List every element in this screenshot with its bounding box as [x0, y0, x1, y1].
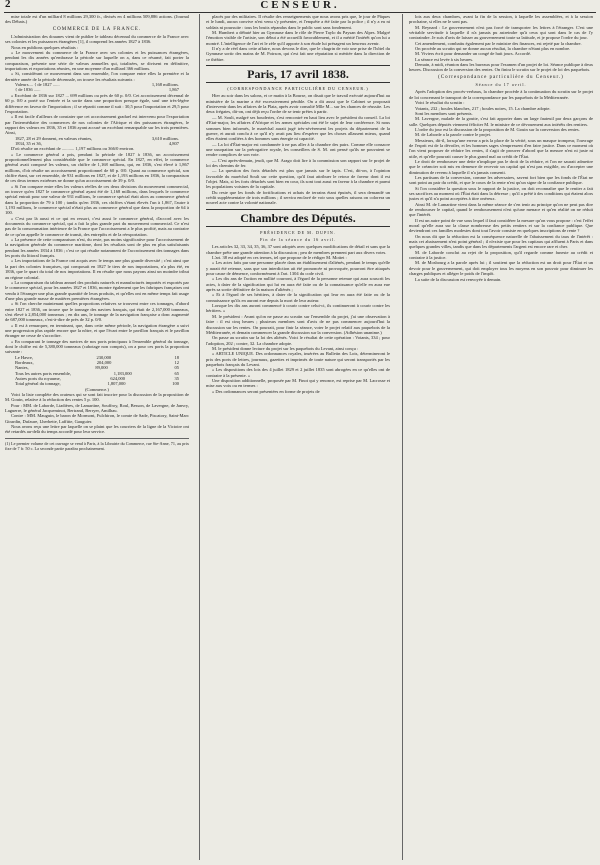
row-label: Le Havre,: [15, 354, 33, 360]
paragraph: placés par des militaires. Il résulte des renseignements que nous avons pris que, le jour de Pâques et le lundi, aucun convive n'est venu s'y présenter, et l'enquête a été faite par la police ; il n'y a eu ni soldats ni poursuite : tous les bruits répandus dans le public sont sans fondement.: [206, 14, 390, 30]
paragraph: — C'est après-demain, jeudi, que M. Arago doit lire à la commission son rapport sur le projet de loi des chemins de fer.: [206, 157, 390, 168]
paragraph: Voici la liste complète des orateurs qui se sont fait inscrire pour la discussion de la proposition de M. Gouin, relative à la réduction des rentes 5 p. 100.: [5, 392, 189, 403]
paragraph: Voici le résultat du scrutin :: [415, 100, 465, 106]
paragraph: M. le président : Avant qu'on ne passe au scrutin sur l'ensemble du projet, j'ai une observation à faire : il est cinq heures ; plusieurs membres sont d'avis de ne pas commencer aujourd'hui la discussion sur les rentes. On pourrait, pour finir la séance, voter le projet relatif aux paquebots de la Méditerranée, et demain commencer la grande discussion sur la conversion. (Adhésion unanime.): [206, 313, 390, 335]
row-pct: 18: [174, 354, 179, 360]
row-value: 230,000: [96, 354, 112, 360]
paragraph: L'administration des douanes vient de publier le tableau décennal du commerce de la France avec ses colonies et les puissances étrangères [1], il comprend les années 1827 à 1836.: [5, 34, 189, 45]
row-value: 204,000: [96, 360, 112, 365]
paragraph: « Le commerce général a pris, pendant la période de 1827 à 1836, un accroissement proportionnellement plus considérable que le commerce spécial. En 1827, en effet, le commerce général avait composé les valeurs, un chiffre de 1,168 millions, qui, en 1836, s'est élevé à 1,867 millions, d'où résulte un accroissement proportionnel de 60 p. 0/0. Quant au commerce spécial, son chiffre étant, sur cet ensemble, de 931 millions en 1827, et de 1,193 millions en 1836, la comparaison de ces deux termes extrêmes ne donne qu'un accroissement de 39 p. 0/0.: [5, 151, 189, 184]
paragraph: « Excédant de 1836 sur 1827 ... 699 millions ou près de 60 p. 0/0. Cet accroissement décennal de 60 p. 0/0 a porté sur l'entrée et la sortie dans une proportion presque égale, sauf une très-légère différence en faveur de l'importation ; il se répartit comme il suit : 30,5 pour l'importation et 29,5 pour l'exportation.: [5, 92, 189, 114]
paragraph: Il est un autre point de vue sous lequel il faut considérer la mesure qu'on vous propose : c'est l'effet moral qu'elle aura sur la classe nombreuse des petits rentiers et sur la confiance publique. Que deviendront ces familles modestes dont tout l'avoir consiste en quelques inscriptions de rente ?: [409, 217, 593, 234]
paragraph: lois aux deux chambres, avant la fin de la session, à laquelle les assemblées, et à la session prochaine, si elles ne le sont pas.: [409, 14, 593, 25]
column-divider: [199, 14, 200, 860]
row-value: 624,000: [110, 376, 125, 382]
paragraph: Hier au soir dans les salons, et ce matin à la Bourse, on disait que le travail exécuté aujourd'hui au ministère de la marine a été excessivement pénible. On a dit aussi que le Cabinet se proposait d'intervenir dans les affaires de la Plata, après avoir consulté Mlle M... sur les chances de réussite. Les deux frégates, dit-on, ont déjà reçu l'ordre de se tenir prêtes à partir.: [206, 93, 390, 115]
paragraph: Ainsi M. de Lamartine vient dans la même séance de s'en tenir au principe qu'on ne peut pas dire de rembourser le capital, quand le remboursement n'est qu'une menace et qu'en réalité on ne réduit que l'intérêt.: [409, 201, 593, 218]
paragraph: Le droit de rembourser une dette n'implique pas le droit de la réduire, et l'on ne saurait admettre que le créancier soit mis en demeure de recevoir un capital qui n'est pas exigible, ou d'accepter une diminution de revenu à laquelle il n'a jamais consenti.: [409, 158, 593, 175]
paragraph: « Si l'on cherche maintenant quelles proportions relatives se trouvent entre ces tonnages, d'abord entre 1827 et 1836, on trouve que le tonnage des navires français, qui était de 2,167,000 tonneaux, s'est élevé à 2,854,000 tonneaux ; en dix ans, le tonnage de la navigation française a donc augmenté de 687,000 tonneaux, c'est-à-dire de près de 32 p. 0/0.: [5, 301, 189, 323]
paragraph: La séance est levée à six heures.: [415, 56, 474, 62]
page-number: 2: [5, 0, 11, 10]
paragraph: D'où résulte un excédant de ........... 1,197 millions ou 366/0 environ.: [11, 146, 135, 152]
paragraph: L'art. 38 est adopté en ces termes, tel que propose de le rédiger M. Mottet :: [212, 255, 347, 261]
journal-title: CENSEUR.: [260, 0, 340, 11]
paragraph: — La loi d'État-major est condamnée à ne pas aller à la chambre des pairs. Comme elle consacre une usurpation sur la prérogative royale, les conseillers de S. M. ont pensé qu'ils ne pouvaient se rendre complices de son vote.: [206, 141, 390, 158]
paragraph: « La comparaison du tableau annuel des produits naturels et manufacturés importés et exportés par le commerce spécial, pour les années 1827 et 1836, montre également que les fabriques françaises ont vendu à l'étranger une plus grande quantité de leurs produits, et qu'elles ont en même temps fait usage d'une plus grande masse de matières premières étrangères.: [5, 279, 189, 301]
paragraph: Messieurs, dit-il, lorsqu'une erreur a pris la place de la vérité, sous un masque trompeur, l'ouvrage de l'esprit est de la dévoiler, et les hommes sages s'empressent d'en faire justice. Dans ce moment où l'on vient proposer de réduire les rentes, il s'agit de prouver d'abord que la mesure n'est ni juste ni utile, et qu'elle pourrait causer le plus grand mal au crédit de l'État.: [409, 137, 593, 159]
row-pct: 35: [174, 376, 179, 382]
section-subheading: PRÉSIDENCE DE M. DUPIN.: [260, 229, 336, 235]
paragraph: Du reste que les fonds de fortifications et achats de terrains étant épuisés, il sera demandé un crédit supplémentaire de trois millions ; il servira enclavé de voir sous quelles raisons on colorera un nouvel acte contre la volonté nationale.: [206, 189, 390, 206]
paragraph: Il n'y a de réel dans cette affaire, nous devons le dire, que le chagrin de voir une prise de l'hôtel du Gymnase sortir des mains de M. Poirson, qui s'est fait une réputation si méritée dans la direction de ce théâtre.: [206, 46, 390, 62]
paragraph: M. de Laborde conclut au rejet de la proposition, qu'il regarde comme funeste au crédit et contraire à la justice.: [409, 249, 593, 261]
paragraph: « La présence de cette comparaison n'est, du reste, pas moins significative pour l'accroissement de la navigation générale du commerce maritime, dont les résultats sont de plus en plus satisfaisants pendant les années 1834 à 1836 ; c'est ce qui résulte notamment de l'accroissement des tonnages dans les ports du littoral français.: [5, 237, 189, 259]
column-middle: [206, 14, 390, 860]
row-label: Valeurs.... { de 1827 ......: [15, 82, 60, 88]
paragraph: Si l'on considère la question sous le rapport de la justice, on doit reconnaître que le rentier a fait ses sacrifices au moment où l'État était dans la détresse ; qu'il a prêté à des conditions qui étaient alors justes et qu'il n'a point acceptées à titre onéreux.: [409, 185, 593, 202]
paragraph: — La question des forts détachés est plus que jamais sur le tapis. C'est, dit-on, à l'opinion favorable du maréchal Soult sur cette question, qu'il faut attribuer le retour de faveur dont il est l'objet. Mais, si les forts détachés sont bien en cour, ils sont tout aussi en faveur à la chambre et parmi les populations voisines de la capitale.: [206, 168, 390, 190]
masthead-rule: [4, 12, 596, 13]
paragraph: Nous en publions quelques résultats :: [11, 44, 79, 50]
row-label: Autres ports du royaume,: [15, 376, 61, 382]
paragraph: On procède au scrutin qui ne donne aucun résultat, la chambre n'étant plus en nombre.: [415, 46, 571, 52]
row-pct: 100: [172, 381, 179, 387]
article-signature: (Commerce.): [85, 386, 109, 392]
paragraph: Les articles 32, 33, 34, 35, 36, 37 sont adoptés avec quelques modifications de détail et sans que la chambre prête une grande attention à la discussion ; peu de membres prennent part aux divers votes.: [206, 244, 390, 255]
paragraph: « Il est facile d'ailleurs de constater que cet accroissement graduel est intervenu pour l'exportation par l'intermédiaire des commerces de nos colonies de l'Afrique et des puissances étrangères, le rapport des valeurs en 1836, 35 et 1836 ayant accusé un excédant remarquable sur les trois premières. Ainsi,: [5, 114, 189, 136]
row-value: 1,807,000: [107, 381, 126, 387]
row-value: 1,867: [168, 87, 179, 93]
paragraph: M. Reynard : Le gouvernement n'est pas forcé de transporter les lettres à l'étranger. C'est une véritable servitude à laquelle il n'a jamais pu astreindre qu'à ceux qui sont dans le cas de l'y contraindre. Je suis d'avis de laisser au gouvernement toute sa latitude, et je propose l'ordre du jour.: [409, 24, 593, 41]
paragraph: « Les actes faits par une personne placée dans un établissement d'aliénés, pendant le temps qu'elle y aurait été retenue, sans que son interdiction ait été prononcée ni provoquée, pourront être attaqués pour cause de démence, conformément à l'art. 1304 du code civil.: [206, 260, 390, 277]
paragraph: M. de Mosbourg a la parole après lui ; il soutient que la réduction est un droit pour l'État et un devoir pour le gouvernement, qui doit employer tous les moyens en son pouvoir pour diminuer les charges publiques et alléger le poids de l'impôt.: [409, 260, 593, 277]
paragraph: M. Viviers écrit pour demander un congé de huit jours. Accordé.: [415, 51, 531, 57]
paragraph: Sont les membres sont présents.: [415, 110, 473, 116]
row-value: 89,000: [95, 365, 108, 371]
paragraph: « Il est à remarquer, en terminant, que, dans cette même période, la navigation étrangère a suivi une progression plus rapide encore que la nôtre, et que l'écart entre le pavillon français et le pavillon étranger ne cesse de s'accroître.: [5, 322, 189, 339]
paragraph: « Les importations de la France ont acquis avec le temps une plus grande diversité ; c'est ainsi que la part des colonies françaises, qui composait en 1827 le tiers de nos importations, n'a plus été, en 1836, que le quart du total de nos importations. Il en résulte que nous payons ainsi un moindre tribut au régime colonial.: [5, 258, 189, 280]
section-heading: COMMERCE DE LA FRANCE.: [52, 26, 142, 32]
chamber-heading: Chambre des Députés.: [206, 209, 390, 227]
row-label: Nantes,: [15, 365, 29, 371]
paragraph: Une disposition additionnelle, proposée par M. Finot qui y renonce, est reprise par M. Lacrosse et mise aux voix ou en termes :: [206, 377, 390, 389]
paragraph: Les partisans de la conversion, comme les adversaires, savent fort bien que les fonds de l'État ne sont point au pair du crédit, et que le cours de la rente n'est qu'un signe de la confiance publique.: [409, 174, 593, 186]
footnote: (1) Le premier volume de cet ouvrage se vend à Paris, à la Librairie du Commerce, rue Ste-Anne, 71, au prix fixe de 7 fr. 50 c. La seconde partie paraîtra prochainement.: [5, 438, 189, 452]
paragraph: « ARTICLE UNIQUE. Des ordonnances royales, insérées au Bulletin des Lois, détermineront le prix des ports de lettres, journaux, gazettes et imprimés de toute nature qui seront transportés par les paquebots français du Levant.: [206, 351, 390, 367]
column-right: [409, 14, 593, 860]
paragraph: La suite de la discussion est renvoyée à demain.: [415, 276, 502, 282]
section-heading: (Correspondance particulière du Censeur.): [438, 74, 564, 80]
paragraph: Nous avons reçu une lettre par laquelle on se plaint que les courriers de la ligne de la Victoire ont été retardés au-delà du temps accordé pour leur service.: [5, 424, 189, 435]
column-left: [5, 14, 189, 860]
paragraph: Contre : MM. Mauguin, le baron de Mormont, Fulchiron, le comte de Sade, Piscatory, Saint-Marc Girardin, Dufaure, Lherbette, Laffitte, Gauguier.: [5, 413, 189, 424]
row-value: 1,183,000: [113, 370, 132, 376]
paragraph: M. le président donne lecture du projet sur les paquebots du Levant, ainsi conçu :: [212, 345, 359, 351]
paragraph: Demain, à midi, réunion dans les bureaux pour l'examen d'un projet de loi. Séance publique à deux heures. Discussion de la conversion des rentes. On finira le scrutin sur le projet de loi des paquebots.: [409, 62, 593, 73]
row-label: 1827, 28 et 29 donnent, en valeurs réunies,: [15, 135, 93, 141]
paragraph: « Des ordonnances seront présentées en forme de projets de: [212, 388, 320, 394]
paragraph: « Les dix ans de l'action en nullité courront, à l'égard de la personne retenue qui aura souscrit les actes, à dater de la signification qui lui en aura été faite ou de la connaissance qu'elle en aura eue après sa sortie définitive de la maison d'aliénés ;: [206, 276, 390, 293]
row-value: 3,610 millions.: [151, 135, 179, 141]
row-label: Tous les autres ports ensemble,: [15, 370, 72, 376]
dateline-heading: Paris, 17 avril 1838.: [206, 65, 390, 83]
paragraph: M. Humbert a débuté hier au Gymnase dans le rôle de Pierre Taylo du Paysan des Alpes. Malgré l'émotion visible de l'artiste, son début a été accueilli favorablement, et il a mérité l'intérêt qu'on lui a montré. L'intelligence de l'art et le zèle qu'il apporte à son étude lui présagent un heureux avenir.: [206, 30, 390, 46]
paragraph: On nous dit que la réduction est la conséquence naturelle de l'abaissement du taux de l'intérêt : mais cet abaissement n'est point général ; il n'existe que pour les capitaux qui affluent à Paris et dans quelques grandes villes, tandis que dans les départements l'argent est encore rare et cher.: [409, 233, 593, 250]
paragraph: « Et à l'égard de ses héritiers, à dater de la signification qui leur en aura été faite ou de la connaissance qu'ils en auront eue depuis la mort de leur auteur.: [206, 292, 390, 303]
section-subheading: Séance du 17 avril.: [475, 82, 527, 88]
paragraph: M. Lavergne, malade de la goutte, s'est fait apporter dans un large fauteuil par deux garçons de salle. Quelques députés viennent féliciter M. le ministre de ce dévouement aux intérêts des rentiers.: [409, 116, 593, 127]
paragraph: « Si, considérant ce mouvement dans son ensemble, l'on compare entre elles la première et la dernière année de la période décennale, on trouve les résultats suivants :: [5, 71, 189, 82]
paragraph: Votants, 232 ; boules blanches, 217 ; boules noires, 15. La chambre adopte.: [415, 105, 551, 111]
row-pct: 05: [174, 365, 179, 371]
row-pct: 12: [174, 360, 179, 365]
paragraph: Cet amendement, combattu également par le ministre des finances, est rejeté par la chambre.: [415, 40, 582, 46]
paragraph: « Les dispositions des lois des 4 juillet 1829 et 2 juillet 1835 sont abrogées en ce qu'elles ont de contraire à la présente. »: [206, 367, 390, 378]
masthead: [0, 0, 600, 12]
row-value: 4,807: [168, 140, 179, 146]
row-label: { de 1836 ......: [15, 87, 41, 93]
paragraph: — M. Soult, malgré ses bouderies, s'est rencontré en haut lieu avec le président du conseil. La loi d'Etat-major, les affaires d'Afrique et les armes spéciales ont été le sujet de leur conférence. Si nous sommes bien informés, le maréchal aurait jugé très-sévèrement les projets du département de la guerre, et aurait conclu à ce qu'il n'y avait pas lieu d'espérer que les choses allassent mieux, quand elles étaient confiées à des hommes sans énergie ni capacité.: [206, 114, 390, 142]
paragraph: L'ordre du jour est la discussion de la proposition de M. Gouin sur la conversion des rentes.: [415, 126, 580, 132]
paragraph: Pour : MM. de Laborde, Liadières, de Lamartine, Souffroy, Roul, Besson, de Lavergne, de Janvry, Laguerre, le général Jacqueminot, Bertrand, Berryer, Amilhau.: [5, 402, 189, 414]
row-label: Bordeaux,: [15, 360, 34, 365]
paragraph: « Si l'on compare entre elles les valeurs réelles de ces deux divisions du mouvement commercial, on trouve qu'en 1827 le commerce général ayant été de 1,168 millions, dans lesquels le commerce spécial entrait pour une valeur de 931 millions, le commerce spécial était alors au commerce général dans la proportion de 79 à 100 ; tandis qu'en 1836, ces chiffres s'étant élevés l'un à 1,867, l'autre à 1,193 millions, le commerce spécial n'était plus au commerce général que dans la proportion de 64 à 100.: [5, 183, 189, 216]
paragraph: « Le mouvement du commerce de la France avec ses colonies et les puissances étrangères, pendant les dix années qu'embrasse la période sur laquelle on a, dans ce résumé, fait porter la comparaison, présente une série de valeurs annuelles qui, totalisées, se divisent en définitive, importations et exportations réunies, en une moyenne d'un milliard 366 millions.: [5, 50, 189, 72]
paragraph: « C'est par là aussi et ce qui en ressort, c'est aussi le commerce général, d'accord avec les documents du commerce spécial, qui a fait la plus grande part du mouvement commercial. Ce n'est pas de la consommation intérieure de la France que l'accroissement a le plus profité, mais au contraire de ce qu'on appelle le commerce de transit, des entrepôts et de la réexportation.: [5, 215, 189, 237]
paragraph: Après l'adoption des procès-verbaux, la chambre procède à la continuation du scrutin sur le projet de loi concernant le transport de la correspondance par les paquebots de la Méditerranée.: [409, 89, 593, 100]
row-label: 1834, 35 et 36,: [15, 140, 42, 146]
paragraph: M. de Laborde a la parole contre le projet.: [415, 132, 491, 138]
section-subheading: (CORRESPONDANCE PARTICULIÈRE DU CENSEUR.): [227, 86, 369, 92]
column-divider: [402, 14, 403, 860]
row-label: Total général du tonnage,: [15, 381, 61, 387]
paragraph: On passe au scrutin sur la loi des aliénés. Voici le résultat de cette opération : Votants, 334 ; pour l'adoption, 202 ; contre, 32. La chambre adopte.: [206, 335, 390, 346]
paragraph: Lorsque les dix ans auront commencé à courir contre celui-ci, ils continueront à courir contre les héritiers. »: [206, 303, 390, 314]
section-subheading: Fin de la séance du 16 avril.: [259, 237, 337, 242]
row-value: 1,168 millions.: [151, 82, 179, 88]
row-pct: 65: [174, 370, 179, 376]
paragraph: « En comparant le tonnage des navires de nos ports principaux à l'ensemble général du tonnage, dont le chiffre est de 5,380,000 tonneaux (cabotage non compris), on a pour ces ports la proportion suivante :: [5, 338, 189, 355]
paragraph: mise totale est d'un milliard 8 millions 29,300 fr., divisés en 4 millions 509,886 actions. (Journal des Débats.): [5, 14, 189, 25]
